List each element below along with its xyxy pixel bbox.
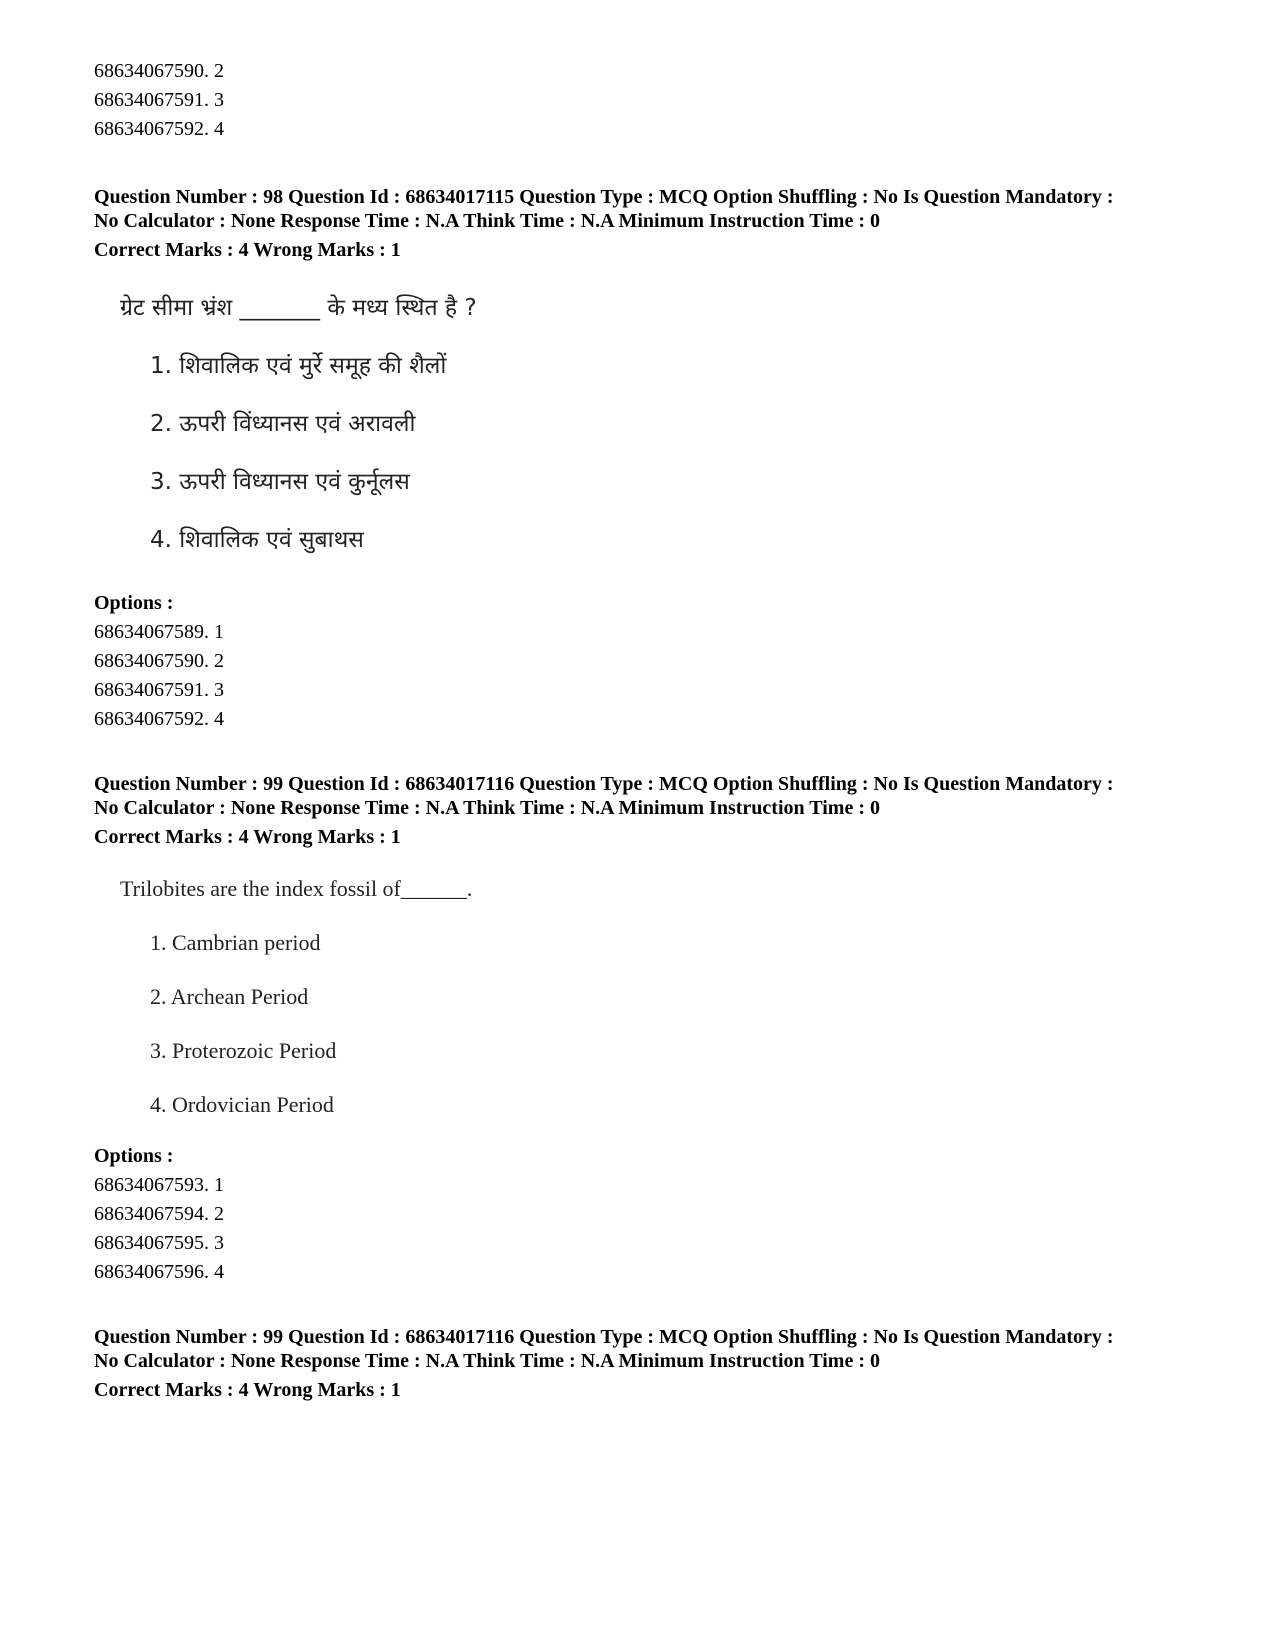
option-line: 68634067596. 4 xyxy=(94,1261,224,1283)
option-line: 68634067589. 1 xyxy=(94,621,224,643)
question-marks: Correct Marks : 4 Wrong Marks : 1 xyxy=(94,239,401,261)
question-stem: ग्रेट सीमा भ्रंश _______ के मध्य स्थित है ? xyxy=(120,295,477,321)
option-line: 68634067590. 2 xyxy=(94,650,224,672)
question-header-line2: No Calculator : None Response Time : N.A Think Time : N.A Minimum Instruction Time : 0 xyxy=(94,1350,880,1372)
question-header-line2: No Calculator : None Response Time : N.A Think Time : N.A Minimum Instruction Time : 0 xyxy=(94,797,880,819)
options-label: Options : xyxy=(94,1145,174,1167)
answer-choice: 1. शिवालिक एवं मुर्रे समूह की शैलों xyxy=(150,353,447,379)
answer-choice: 1. Cambrian period xyxy=(150,930,321,955)
question-header-line1: Question Number : 98 Question Id : 68634017115 Question Type : MCQ Option Shuffling : No Is Question Mandatory : xyxy=(94,186,1114,208)
answer-choice: 4. शिवालिक एवं सुबाथस xyxy=(150,527,364,553)
option-line: 68634067590. 2 xyxy=(94,60,224,82)
option-line: 68634067591. 3 xyxy=(94,679,224,701)
question-content-image xyxy=(94,870,714,1120)
question-marks: Correct Marks : 4 Wrong Marks : 1 xyxy=(94,1379,401,1401)
answer-choice: 2. ऊपरी विंध्यानस एवं अरावली xyxy=(150,411,416,437)
option-line: 68634067591. 3 xyxy=(94,89,224,111)
question-marks: Correct Marks : 4 Wrong Marks : 1 xyxy=(94,826,401,848)
option-line: 68634067594. 2 xyxy=(94,1203,224,1225)
question-stem: Trilobites are the index fossil of______. xyxy=(120,876,473,901)
option-line: 68634067593. 1 xyxy=(94,1174,224,1196)
question-header-line1: Question Number : 99 Question Id : 68634017116 Question Type : MCQ Option Shuffling : No Is Question Mandatory : xyxy=(94,1326,1114,1348)
answer-choice: 3. ऊपरी विध्यानस एवं कुर्नूलस xyxy=(150,469,410,495)
option-line: 68634067592. 4 xyxy=(94,118,224,140)
option-line: 68634067595. 3 xyxy=(94,1232,224,1254)
answer-choice: 2. Archean Period xyxy=(150,984,309,1009)
answer-choice: 4. Ordovician Period xyxy=(150,1092,334,1117)
answer-choice: 3. Proterozoic Period xyxy=(150,1038,337,1063)
question-header-line1: Question Number : 99 Question Id : 68634017116 Question Type : MCQ Option Shuffling : No Is Question Mandatory : xyxy=(94,773,1114,795)
question-header-line2: No Calculator : None Response Time : N.A Think Time : N.A Minimum Instruction Time : 0 xyxy=(94,210,880,232)
question-content-image xyxy=(94,285,714,565)
options-label: Options : xyxy=(94,592,174,614)
option-line: 68634067592. 4 xyxy=(94,708,224,730)
